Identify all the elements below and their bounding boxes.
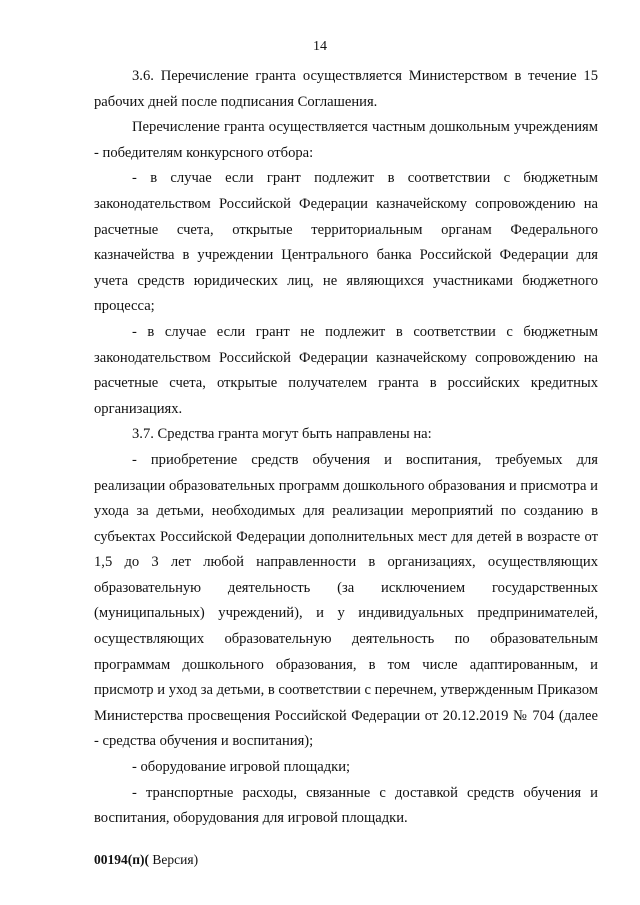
paragraph-treasury-case: - в случае если грант подлежит в соответствии с бюджетным законодательством Российской Федерации казначейскому сопровождению на расчетные счета, открытые территориальным органам Федерального казначейства в учреждении Центрального банка Российской Федерации для учета средств юридических лиц, не являющихся участниками бюджетного процесса;	[94, 170, 598, 315]
document-code: 00194(п)(	[94, 852, 150, 867]
document-body	[94, 64, 598, 832]
paragraph-playground-equipment: - оборудование игровой площадки;	[132, 759, 351, 776]
paragraph-transfer-intro: Перечисление гранта осуществляется частным дошкольным учреждениям - победителям конкурсного отбора:	[94, 119, 598, 161]
document-version: Версия)	[149, 852, 199, 867]
document-footer	[94, 852, 198, 868]
page-number: 14	[313, 39, 327, 54]
paragraph-3-7: 3.7. Средства гранта могут быть направлены на:	[132, 426, 432, 443]
paragraph-3-6: 3.6. Перечисление гранта осуществляется Министерством в течение 15 рабочих дней после подписания Соглашения.	[94, 68, 598, 110]
paragraph-credit-org-case: - в случае если грант не подлежит в соответствии с бюджетным законодательством Российской Федерации казначейскому сопровождению на расчетные счета, открытые получателем гранта в российских кредитных организациях.	[94, 323, 598, 417]
paragraph-learning-tools: - приобретение средств обучения и воспитания, требуемых для реализации образовательных программ дошкольного образования и присмотра и ухода за детьми, необходимых для реализации мероприятий по созданию в субъектах Российской Федерации дополнительных мест для детей в возрасте от 1,5 до 3 лет любой направленности в организациях, осуществляющих образовательную деятельность (за исключением государственных (муниципальных) учреждений), и у индивидуальных предпринимателей, осуществляющих образовательную деятельность по образовательным программам дошкольного образования, в том числе адаптированным, и присмотр и уход за детьми, в соответствии с перечнем, утвержденным Приказом Министерства просвещения Российской Федерации от 20.12.2019 № 704 (далее - средства обучения и воспитания);	[94, 451, 598, 750]
paragraph-transport-costs: - транспортные расходы, связанные с доставкой средств обучения и воспитания, оборудования для игровой площадки.	[94, 784, 598, 827]
